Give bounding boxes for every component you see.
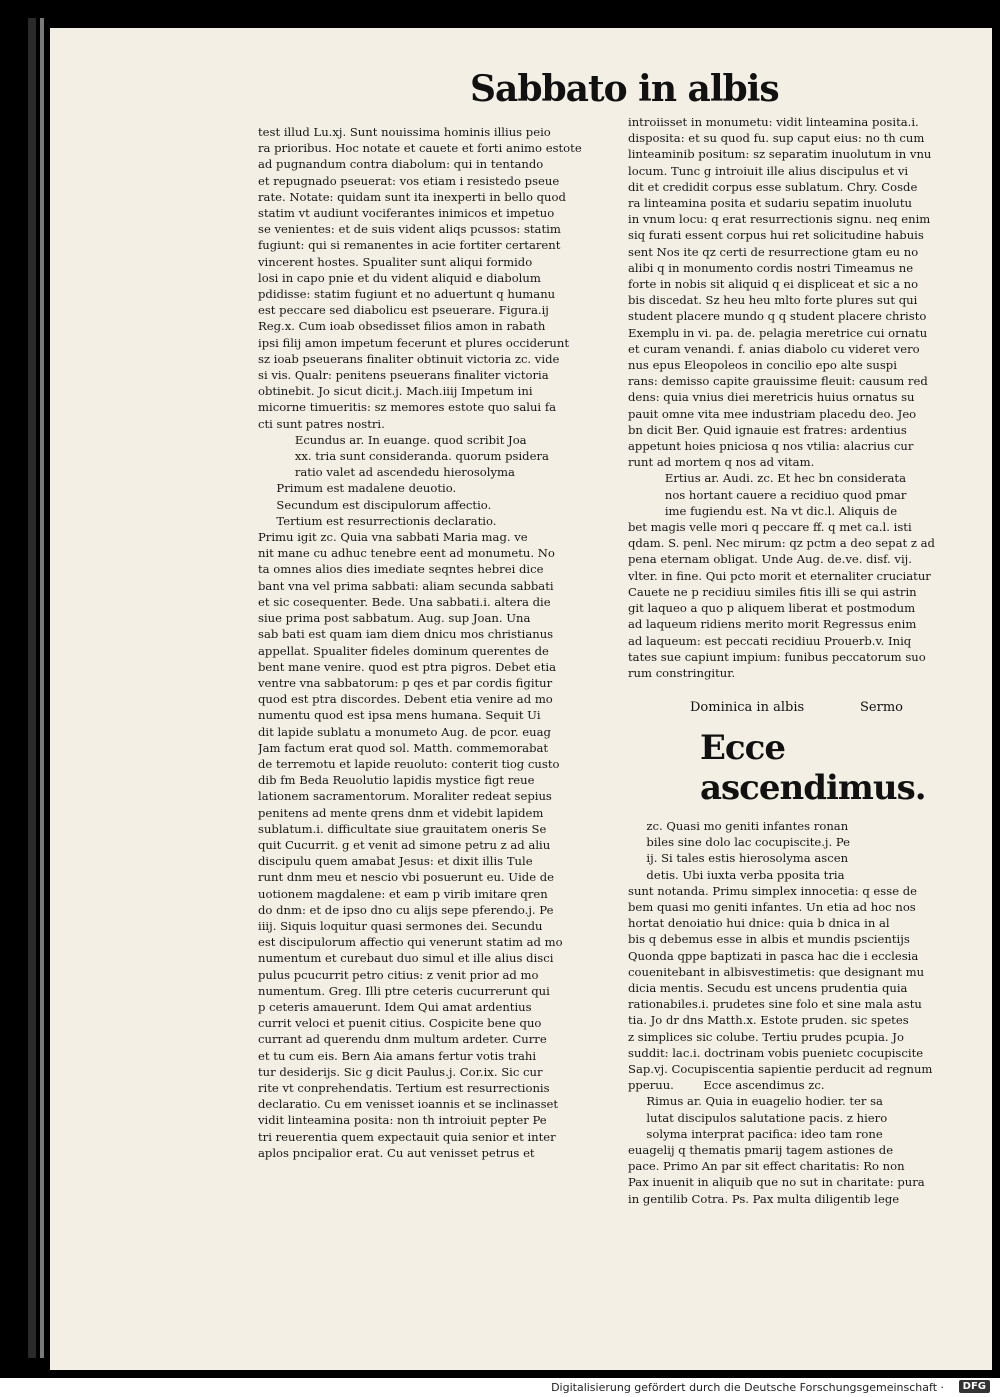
right-text-column-bottom: zc. Quasi mo geniti infantes ronan biles sine dolo lac cocupiscite.j. Pe ij. Si tales estis hierosolyma ascen detis. Ubi iuxta verba pposita tria sunt notanda. Primu simplex innocetia: q esse de bem quasi mo geniti infantes. Un etia ad hoc nos hortat denoiatio hui dnice: quia b dnica in al bis q debemus esse in albis et mundis pscientijs Quonda qppe baptizati in pasca hac die i ecclesia couenitebant in albisvestimetis: que designant mu dicia mentis. Secudu est uncens prudentia quia rationabiles.i. prudetes sine folo et sine mala astu tia. Jo dr dns Matth.x. Estote pruden. sic spetes z simplices sic colube. Tertiu prudes pcupia. Jo suddit: lac.i. doctrinam vobis puenietc cocupiscite Sap.vj. Cocupiscentia sapientie perducit ad regnum pperuu. Ecce ascendimus zc. Rimus ar. Quia in euagelio hodier. ter sa lutat discipulos salutatione pacis. z hiero solyma interprat pacifica: ideo tam rone euagelij q thematis pmarij tagem astiones de pace. Primo An par sit effect charitatis: Ro non Pax inuenit in aliquib que no sut in charitate: pura in gentilib Cotra. Ps. Pax multa diligentib lege bbox=[628, 819, 933, 1206]
sermon-title: Ecce ascendimus. bbox=[700, 728, 926, 808]
document-page bbox=[50, 28, 992, 1370]
dfg-logo: DFG bbox=[959, 1380, 990, 1393]
binding-edge-inner bbox=[40, 18, 44, 1358]
right-text-column-top: introiisset in monumetu: vidit linteamina posita.i. disposita: et su quod fu. sup caput eius: no th cum linteaminib positum: sz separatim inuolutum in vnu locum. Tunc g introiuit ille alius discipulus et vi dit et credidit corpus esse sublatum. Chry. Cosde ra linteamina posita et sudariu sepatim inuolutu in vnum locu: q erat resurrectionis signu. neq enim siq furati essent corpus hui ret solicitudine habuis sent Nos ite qz certi de resurrectione gtam eu no alibi q in monumento cordis nostri Timeamus ne forte in nobis sit aliquid q ei displiceat et sic a no bis discedat. Sz heu heu mlto forte plures sut qui student placere mundo q q student placere christo Exemplu in vi. pa. de. pelagia meretrice cui ornatu et curam venandi. f. anias diabolo cu videret vero nus epus Eleopoleos in concilio epo alte suspi rans: demisso capite grauissime fleuit: causum red dens: quia vnius diei meretricis huius ornatus su pauit omne vita mee industriam placedu deo. Jeo bn dicit Ber. Quid ignauie est fratres: ardentius appetunt hoies pniciosa q nos vtilia: alacrius cur runt ad mortem q nos ad vitam. Ertius ar. Audi. zc. Et hec bn considerata nos hortant cauere a recidiuo quod pmar ime fugiendu est. Na vt dic.l. Aliquis de bet magis velle mori q peccare ff. q met ca.l. isti qdam. S. penl. Nec mirum: qz pctm a deo sepat z ad pena eternam obligat. Unde Aug. de.ve. disf. vij. vlter. in fine. Qui pcto morit et eternaliter cruciatur Cauete ne p recidiuu similes fitis illi se qui astrin git laqueo a quo p aliquem liberat et postmodum ad laqueum ridiens merito morit Regressus enim ad laqueum: est peccati recidiuu Prouerb.v. Iniq tates sue capiunt impium: funibus peccatorum suo rum constringitur. bbox=[628, 115, 935, 680]
page-header-title: Sabbato in albis bbox=[470, 68, 779, 110]
binding-edge bbox=[28, 18, 36, 1358]
left-text-column: test illud Lu.xj. Sunt nouissima hominis illius peio ra prioribus. Hoc notate et cauete et forti animo estote ad pugnandum contra diabolum: qui in tentando et repugnado pseuerat: vos etiam i resistedo pseue rate. Notate: quidam sunt ita inexperti in bello quod statim vt audiunt vociferantes inimicos et impetuo se venientes: et de suis vident aliqs pcussos: statim fugiunt: qui si remanentes in acie fortiter certarent vincerent hostes. Spualiter sunt aliqui formido losi in capo pnie et du vident aliquid e diabolum pdidisse: statim fugiunt et no aduertunt q humanu est peccare sed diabolicu est pseuerare. Figura.ij Reg.x. Cum ioab obsedisset filios amon in rabath ipsi filij amon impetum fecerunt et plures occiderunt sz ioab pseuerans finaliter obtinuit victoria zc. vide si vis. Qualr: penitens pseuerans finaliter victoria obtinebit. Jo sicut dicit.j. Mach.iiij Impetum ini micorne timueritis: sz memores estote quo salui fa cti sunt patres nostri. Ecundus ar. In euange. quod scribit Joa xx. tria sunt consideranda. quorum psidera ratio valet ad ascendedu hierosolyma Primum est madalene deuotio. Secundum est discipulorum affectio. Tertium est resurrectionis declaratio. Primu igit zc. Quia vna sabbati Maria mag. ve nit mane cu adhuc tenebre eent ad monumetu. No ta omnes alios dies imediate seqntes hebrei dice bant vna vel prima sabbati: aliam secunda sabbati et sic cosequenter. Bede. Una sabbati.i. altera die siue prima post sabbatum. Aug. sup Joan. Una sab bati est quam iam diem dnicu mos christianus appellat. Spualiter fideles dominum querentes de bent mane venire. quod est ptra pigros. Debet etia ventre vna sabbatorum: p qes et par cordis figitur quod est ptra discordes. Debent etia venire ad mo numentu quod est ipsa mens humana. Sequit Ui dit lapide sublatu a monumeto Aug. de pcor. euag Jam factum erat quod sol. Matth. commemorabat de terremotu et lapide reuoluto: conterit tiog custo dib fm Beda Reuolutio lapidis mystice figt reue lationem sacramentorum. Moraliter redeat sepius penitens ad mente qrens dnm et videbit lapidem sublatum.i. difficultate siue grauitatem oneris Se quit Cucurrit. g et venit ad simone petru z ad aliu discipulu quem amabat Jesus: et dixit illis Tule runt dnm meu et nescio vbi posuerunt eu. Uide de uotionem magdalene: et eam p virib imitare qren do dnm: et de ipso dno cu alijs sepe pferendo.j. Pe iiij. Siquis loquitur quasi sermones dei. Secundu est discipulorum affectio qui venerunt statim ad mo numentum et curebaut duo simul et ille alius disci pulus pcucurrit petro citius: z venit prior ad mo numentum. Greg. Illi ptre ceteris cucurrerunt qui p ceteris amauerunt. Idem Qui amat ardentius currit veloci et puenit citius. Cospicite bene quo currant ad querendu dnm multum ardeter. Curre et tu cum eis. Bern Aia amans fertur votis trahi tur desiderijs. Sic g dicit Paulus.j. Cor.ix. Sic cur rite vt conprehendatis. Tertium est resurrectionis declaratio. Cu em venisset ioannis et se inclinasset vidit linteamina posita: non th introiuit pepter Pe tri reuerentia quem expectauit quia senior et inter aplos pncipalior erat. Cu aut venisset petrus et bbox=[258, 125, 582, 1160]
sermon-heading-right: Sermo bbox=[860, 700, 903, 715]
footer-credit-text: Digitalisierung gefördert durch die Deutsche Forschungsgemeinschaft · bbox=[551, 1381, 944, 1394]
sermon-heading-row bbox=[690, 700, 990, 715]
sermon-heading-left: Dominica in albis bbox=[690, 700, 805, 715]
digitization-footer bbox=[0, 1378, 1000, 1397]
